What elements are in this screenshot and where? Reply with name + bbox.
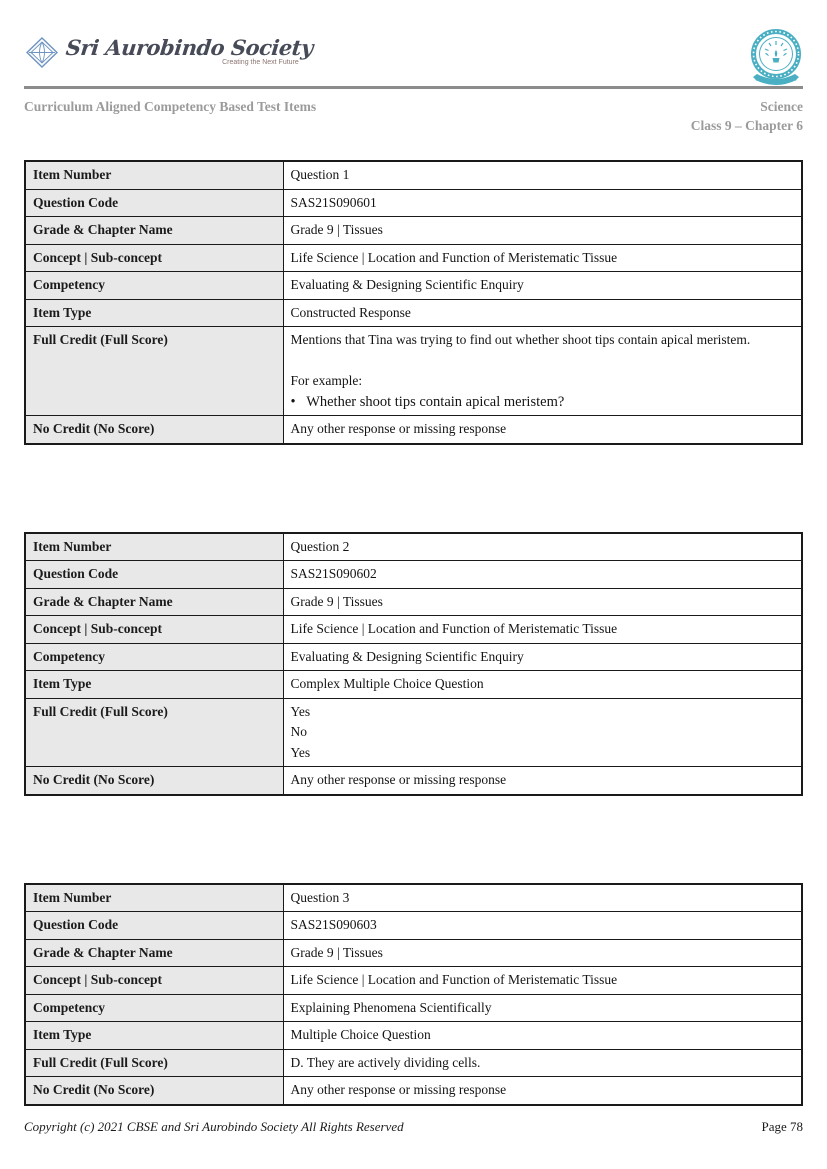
row-label: No Credit (No Score)	[25, 416, 283, 444]
value-line: Evaluating & Designing Scientific Enquiry	[290, 648, 524, 664]
page-header	[24, 30, 803, 86]
value-line: Mentions that Tina was trying to find out whether shoot tips contain apical meristem.	[290, 332, 751, 347]
sas-logo	[24, 36, 313, 74]
row-label: Item Type	[25, 671, 283, 699]
row-label: Concept | Sub-concept	[25, 616, 283, 644]
row-label: No Credit (No Score)	[25, 767, 283, 795]
row-value	[283, 588, 802, 616]
row-value	[283, 1022, 802, 1050]
row-value	[283, 1077, 802, 1105]
tables	[24, 160, 803, 1106]
row-value	[283, 671, 802, 699]
row-label: Grade & Chapter Name	[25, 939, 283, 967]
table-row	[25, 299, 802, 327]
cbse-emblem-icon	[749, 29, 803, 92]
table-row	[25, 643, 802, 671]
row-value	[283, 189, 802, 217]
value-line: • Whether shoot tips contain apical meristem?	[290, 393, 565, 410]
table-row	[25, 161, 802, 189]
row-value	[283, 698, 802, 767]
row-label: Concept | Sub-concept	[25, 967, 283, 995]
table-row	[25, 217, 802, 245]
row-value	[283, 327, 802, 416]
table-row	[25, 1049, 802, 1077]
row-value	[283, 161, 802, 189]
value-line: Complex Multiple Choice Question	[290, 676, 484, 691]
value-line: For example:	[290, 373, 363, 388]
copyright-text: Copyright (c) 2021 CBSE and Sri Aurobindo Society All Rights Reserved	[24, 1118, 404, 1134]
row-label: Full Credit (Full Score)	[25, 698, 283, 767]
table-row	[25, 272, 802, 300]
table-row	[25, 698, 802, 767]
row-value	[283, 272, 802, 300]
value-line: Life Science | Location and Function of Meristematic Tissue	[290, 249, 618, 265]
row-label: Question Code	[25, 189, 283, 217]
row-value	[283, 217, 802, 245]
table-row	[25, 1077, 802, 1105]
row-label: Competency	[25, 272, 283, 300]
row-value	[283, 994, 802, 1022]
value-line: SAS21S090603	[290, 917, 377, 932]
table-row	[25, 327, 802, 416]
table-row	[25, 884, 802, 912]
header-divider	[24, 86, 803, 89]
row-label: Item Number	[25, 161, 283, 189]
row-label: Grade & Chapter Name	[25, 588, 283, 616]
sas-logo-tagline: Creating the Next Future	[222, 59, 299, 66]
row-value	[283, 939, 802, 967]
table-row	[25, 939, 802, 967]
item-table-1	[24, 160, 803, 445]
value-line: Question 2	[290, 538, 350, 554]
table-row	[25, 967, 802, 995]
value-line: Life Science | Location and Function of Meristematic Tissue	[290, 972, 618, 987]
item-table-2	[24, 532, 803, 796]
row-value	[283, 616, 802, 644]
value-line: SAS21S090602	[290, 566, 377, 581]
row-label: Item Number	[25, 533, 283, 561]
value-line: Life Science | Location and Function of Meristematic Tissue	[290, 621, 618, 636]
row-label: No Credit (No Score)	[25, 1077, 283, 1105]
row-value	[283, 912, 802, 940]
value-line: Any other response or missing response	[290, 1082, 507, 1097]
value-line: Any other response or missing response	[290, 421, 507, 436]
value-line: Question 1	[290, 167, 350, 182]
subject-block	[691, 98, 803, 135]
table-row	[25, 561, 802, 589]
value-line: Constructed Response	[290, 304, 411, 320]
value-line: Yes	[290, 744, 311, 760]
row-label: Question Code	[25, 561, 283, 589]
row-value	[283, 299, 802, 327]
table-row	[25, 416, 802, 444]
row-value	[283, 884, 802, 912]
document-title: Curriculum Aligned Competency Based Test Items	[24, 99, 317, 114]
sas-logo-text	[66, 36, 313, 67]
row-label: Full Credit (Full Score)	[25, 327, 283, 416]
table-row	[25, 533, 802, 561]
value-line: Grade 9 | Tissues	[290, 222, 383, 237]
row-label: Competency	[25, 643, 283, 671]
row-label: Item Number	[25, 884, 283, 912]
sas-logo-name: Sri Aurobindo Society	[64, 35, 315, 60]
value-line: D. They are actively dividing cells.	[290, 1054, 481, 1070]
row-label: Competency	[25, 994, 283, 1022]
diamond-lotus-icon	[24, 36, 60, 74]
table-row	[25, 1022, 802, 1050]
item-table-3	[24, 883, 803, 1106]
table-row	[25, 616, 802, 644]
value-line: Grade 9 | Tissues	[290, 944, 383, 960]
row-label: Concept | Sub-concept	[25, 244, 283, 272]
row-value	[283, 533, 802, 561]
value-line: Yes	[290, 703, 311, 719]
value-line	[291, 351, 795, 372]
page-number: Page 78	[761, 1118, 803, 1134]
table-row	[25, 588, 802, 616]
row-value	[283, 643, 802, 671]
class-chapter-label: Class 9 – Chapter 6	[690, 117, 803, 133]
table-row	[25, 767, 802, 795]
row-value	[283, 967, 802, 995]
value-line: Question 3	[290, 889, 350, 905]
row-value	[283, 1049, 802, 1077]
value-line: Multiple Choice Question	[290, 1027, 431, 1042]
value-line: SAS21S090601	[290, 194, 377, 210]
title-row	[24, 98, 803, 135]
row-value	[283, 767, 802, 795]
row-value	[283, 244, 802, 272]
row-label: Question Code	[25, 912, 283, 940]
row-label: Item Type	[25, 299, 283, 327]
row-value	[283, 416, 802, 444]
value-line: Grade 9 | Tissues	[290, 593, 383, 609]
value-line: Explaining Phenomena Scientifically	[290, 999, 492, 1015]
row-value	[283, 561, 802, 589]
value-line: Any other response or missing response	[290, 772, 507, 787]
table-row	[25, 994, 802, 1022]
row-label: Item Type	[25, 1022, 283, 1050]
table-row	[25, 671, 802, 699]
page-footer	[24, 1119, 803, 1135]
table-row	[25, 189, 802, 217]
table-row	[25, 912, 802, 940]
table-row	[25, 244, 802, 272]
value-line: Evaluating & Designing Scientific Enquiry	[290, 277, 524, 292]
row-label: Grade & Chapter Name	[25, 217, 283, 245]
value-line: No	[290, 724, 307, 739]
row-label: Full Credit (Full Score)	[25, 1049, 283, 1077]
subject-label: Science	[760, 99, 803, 114]
